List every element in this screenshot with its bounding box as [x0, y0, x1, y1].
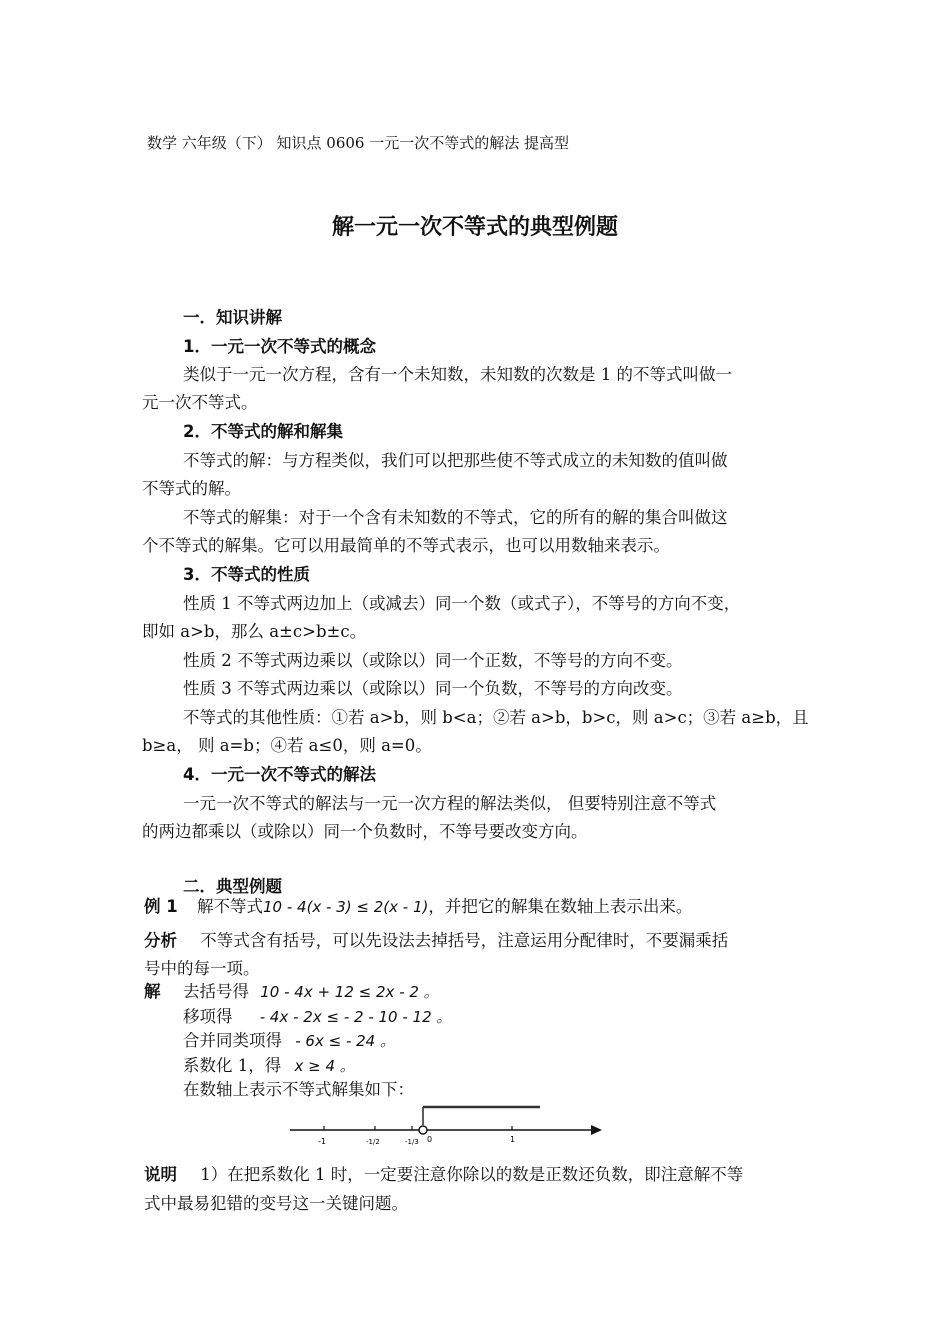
open-endpoint-circle — [419, 1126, 427, 1134]
step4-formula: x ≥ 4 。 — [294, 1057, 355, 1075]
step4-text: 系数化 1，得 — [183, 1056, 282, 1075]
example1 — [144, 897, 692, 917]
sub2-para2-line2: 个不等式的解集。它可以用最简单的不等式表示，也可以用数轴来表示。 — [142, 536, 670, 555]
property1-line1: 性质 1 不等式两边加上（或减去）同一个数（或式子），不等号的方向不变， — [183, 594, 741, 613]
solution-label: 解 — [144, 982, 161, 1001]
note-line1 — [144, 1165, 743, 1185]
other-properties-line2: b≥a， 则 a=b；④若 a≤0，则 a=0。 — [142, 736, 432, 755]
tick-label-neg-1: -1 — [318, 1137, 326, 1146]
document-header: 数学 六年级（下） 知识点 0606 一元一次不等式的解法 提高型 — [147, 134, 570, 152]
analysis-text: 不等式含有括号，可以先设法去掉括号，注意运用分配律时，不要漏乘括 — [200, 931, 729, 950]
solution-step1 — [183, 982, 439, 1002]
sub1-line2: 元一次不等式。 — [142, 393, 258, 412]
solution-step3 — [183, 1031, 395, 1051]
sub4-heading: 4．一元一次不等式的解法 — [183, 765, 376, 784]
sub2-para2-line1: 不等式的解集：对于一个含有未知数的不等式，它的所有的解的集合叫做这 — [183, 508, 728, 527]
note-line2: 式中最易犯错的变号这一关键问题。 — [144, 1194, 408, 1213]
step3-text: 合并同类项得 — [183, 1031, 282, 1050]
tick-label-one: 1 — [510, 1135, 516, 1144]
step1-text: 去括号得 — [183, 982, 249, 1001]
step2-formula: - 4x - 2x ≤ - 2 - 10 - 12 。 — [259, 1008, 452, 1026]
tick-label-neg-half: -1/2 — [366, 1138, 380, 1146]
sub2-heading: 2．不等式的解和解集 — [183, 422, 343, 441]
tick-label-neg-third: -1/3 — [405, 1138, 419, 1146]
step2-text: 移项得 — [183, 1007, 233, 1026]
section2-heading: 二．典型例题 — [183, 877, 282, 896]
solution-step5: 在数轴上表示不等式解集如下： — [183, 1080, 414, 1099]
property2: 性质 2 不等式两边乘以（或除以）同一个正数，不等号的方向不变。 — [183, 651, 683, 670]
solution-step4 — [183, 1056, 355, 1076]
page-title: 解一元一次不等式的典型例题 — [331, 215, 618, 240]
step1-formula: 10 - 4x + 12 ≤ 2x - 2 。 — [260, 983, 439, 1001]
note-text: 1）在把系数化 1 时，一定要注意你除以的数是正数还负数，即注意解不等 — [200, 1165, 744, 1184]
number-line-arrow — [591, 1125, 602, 1135]
analysis-label: 分析 — [144, 931, 177, 950]
number-line-figure — [280, 1100, 610, 1150]
example1-formula: 10 - 4(x - 3) ≤ 2(x - 1) — [262, 898, 429, 916]
tick-label-zero: 0 — [427, 1135, 433, 1144]
note-label: 说明 — [144, 1165, 177, 1184]
property1-line2: 即如 a>b，那么 a±c>b±c。 — [142, 622, 367, 641]
sub3-heading: 3．不等式的性质 — [183, 565, 310, 584]
analysis-line2: 号中的每一项。 — [144, 959, 260, 978]
sub1-line1: 类似于一元一次方程，含有一个未知数，未知数的次数是 1 的不等式叫做一 — [183, 365, 732, 384]
sub2-para1-line1: 不等式的解：与方程类似，我们可以把那些使不等式成立的未知数的值叫做 — [183, 451, 728, 470]
property3: 性质 3 不等式两边乘以（或除以）同一个负数，不等号的方向改变。 — [183, 679, 683, 698]
sub4-line1: 一元一次不等式的解法与一元一次方程的解法类似， 但要特别注意不等式 — [183, 794, 717, 813]
solution-step2 — [183, 1007, 451, 1027]
section1-heading: 一．知识讲解 — [183, 308, 282, 327]
other-properties-line1: 不等式的其他性质：①若 a>b，则 b<a；②若 a>b，b>c，则 a>c；③若 a≥b，且 — [183, 708, 809, 727]
analysis-line1 — [144, 931, 728, 951]
example1-text-after: ，并把它的解集在数轴上表示出来。 — [428, 897, 693, 916]
example1-text-before: 解不等式 — [196, 897, 263, 916]
sub2-para1-line2: 不等式的解。 — [142, 479, 241, 498]
example1-label: 例 1 — [144, 897, 178, 916]
sub4-line2: 的两边都乘以（或除以）同一个负数时，不等号要改变方向。 — [142, 822, 588, 841]
step3-formula: - 6x ≤ - 24 。 — [295, 1032, 395, 1050]
sub1-heading: 1．一元一次不等式的概念 — [183, 337, 376, 356]
